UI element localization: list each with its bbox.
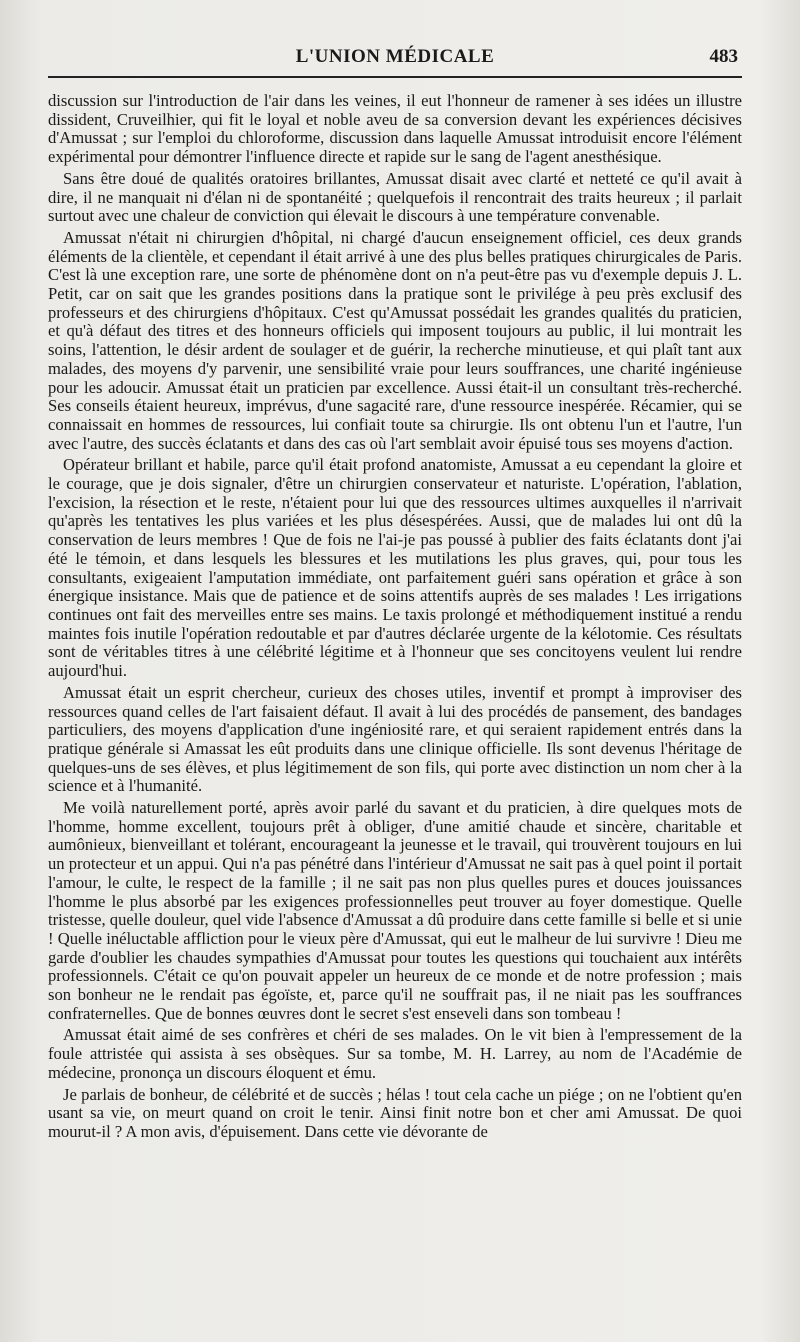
paragraph: Me voilà naturellement porté, après avoir parlé du savant et du praticien, à dire quelques mots de l'homme, homme excellent, toujours prêt à obliger, d'une amitié chaude et sincère, charitable et aumônieux, bienveillant et tolérant, encourageant la jeunesse et le travail, qui trouvèrent toujours en lui un protecteur et un appui. Qui n'a pas pénétré dans l'intérieur d'Amussat ne sait pas à quel point il portait l'amour, le culte, le respect de la famille ; il ne sait pas non plus quelles pures et douces jouissances l'homme le plus absorbé par les exigences professionnelles peut trouver au foyer domestique. Quelle tristesse, quelle douleur, quel vide l'absence d'Amussat a dû produire dans cette famille si belle et si unie ! Quelle inéluctable affliction pour le vieux père d'Amussat, qui eut le malheur de lui survivre ! Dieu me garde d'oublier les chaudes sympathies d'Amussat pour toutes les questions qui touchaient aux intérêts professionnels. C'était ce qu'on pouvait appeler un heureux de ce monde et de notre profession ; mais son bonheur ne le rendait pas égoïste, et, parce qu'il ne souffrait pas, il ne niait pas les souffrances confraternelles. Que de bonnes œuvres dont le secret s'est enseveli dans son tombeau !	[48, 798, 742, 1023]
paragraph: discussion sur l'introduction de l'air dans les veines, il eut l'honneur de ramener à ses idées un illustre dissident, Cruveilhier, qui fit le loyal et noble aveu de sa conversion devant les expériences décisives d'Amussat ; sur l'emploi du chloroforme, discussion dans laquelle Amussat introduisit encore l'élément expérimental pour démontrer l'influence directe et rapide sur le sang de l'agent anesthésique.	[48, 91, 742, 167]
paragraph: Amussat n'était ni chirurgien d'hôpital, ni chargé d'aucun enseignement officiel, ces deux grands éléments de la clientèle, et cependant il était arrivé à une des plus belles pratiques chirurgicales de Paris. C'est là une exception rare, une sorte de phénomène dont on n'a peut-être pas vu d'exemple depuis J. L. Petit, car on sait que les grandes positions dans la pratique sont le privilége à peu près exclusif des professeurs et des chirurgiens d'hôpitaux. C'est qu'Amussat possédait les grandes qualités du praticien, et qu'à défaut des titres et des honneurs officiels qui imposent toujours au public, il lui montrait les soins, l'attention, le désir ardent de soulager et de guérir, la recherche minutieuse, et qui plaît tant aux malades, des moyens d'y parvenir, une sensibilité vraie pour leurs souffrances, une charité ingénieuse pour les adoucir. Amussat était un praticien par excellence. Aussi était-il un consultant très-recherché. Ses conseils étaient heureux, imprévus, d'une sagacité rare, d'une ressource inespérée. Récamier, qui se connaissait en hommes de ressources, lui confiait toute sa chirurgie. Ils ont obtenu l'un et l'autre, l'un avec l'autre, des succès éclatants et dans des cas où l'art semblait avoir épuisé tous ses moyens d'action.	[48, 227, 742, 453]
paragraph: Opérateur brillant et habile, parce qu'il était profond anatomiste, Amussat a eu cependant la gloire et le courage, que je dois signaler, d'être un chirurgien conservateur et naturiste. L'opération, l'ablation, l'excision, la résection et le reste, n'étaient pour lui que des ressources ultimes auxquelles il n'arrivait qu'après les tentatives les plus variées et les plus désespérées. Aussi, que de malades lui ont dû la conservation de leurs membres ! Que de fois ne l'ai-je pas poussé à publier des faits éclatants dont j'ai été le témoin, et dans lesquels les blessures et les mutilations les plus graves, qui, pour tous les consultants, exigeaient l'amputation immédiate, ont parfaitement guéri sans opération et grâce à son énergique insistance. Mais que de patience et de soins attentifs auprès de ses malades ! Les irrigations continues ont fait des merveilles entre ses mains. Le taxis prolongé et méthodiquement institué a rendu maintes fois inutile l'opération redoutable et par d'autres déclarée urgente de la kélotomie. Ces résultats sont de véritables titres à une célébrité légitime et à l'honneur que ses concitoyens veulent lui rendre aujourd'hui.	[48, 455, 742, 681]
paragraph: Amussat était aimé de ses confrères et chéri de ses malades. On le vit bien à l'empressement de la foule attristée qui assista à ses obsèques. Sur sa tombe, M. H. Larrey, au nom de l'Académie de médecine, prononça un discours éloquent et ému.	[48, 1025, 742, 1082]
journal-title: L'UNION MÉDICALE	[295, 46, 495, 67]
page-number: 483	[709, 46, 738, 67]
paragraph: Je parlais de bonheur, de célébrité et de succès ; hélas ! tout cela cache un piége ; on ne l'obtient qu'en usant sa vie, on meurt quand on croit le tenir. Ainsi finit notre bon et cher ami Amussat. De quoi mourut-il ? A mon avis, d'épuisement. Dans cette vie dévorante de	[48, 1084, 742, 1141]
article-body	[48, 92, 742, 1142]
paragraph: Amussat était un esprit chercheur, curieux des choses utiles, inventif et prompt à improviser des ressources quand celles de l'art faisaient défaut. Il avait à lui des procédés de pansement, des bandages particuliers, des moyens d'application d'une ingéniosité rare, et qui seraient rapidement entrés dans la pratique générale si Amassat les eût produits dans une clinique officielle. Ils sont devenus l'héritage de quelques-uns de ses élèves, et plus légitimement de son fils, qui porte avec distinction un nom cher à la science et à l'humanité.	[48, 682, 742, 796]
running-header	[48, 40, 742, 76]
paragraph: Sans être doué de qualités oratoires brillantes, Amussat disait avec clarté et netteté ce qu'il avait à dire, il ne manquait ni d'élan ni de spontanéité ; quelquefois il rencontrait des traits heureux ; il parlait surtout avec une chaleur de conviction qui élevait le discours à une température convenable.	[48, 168, 742, 226]
header-rule	[48, 76, 742, 78]
